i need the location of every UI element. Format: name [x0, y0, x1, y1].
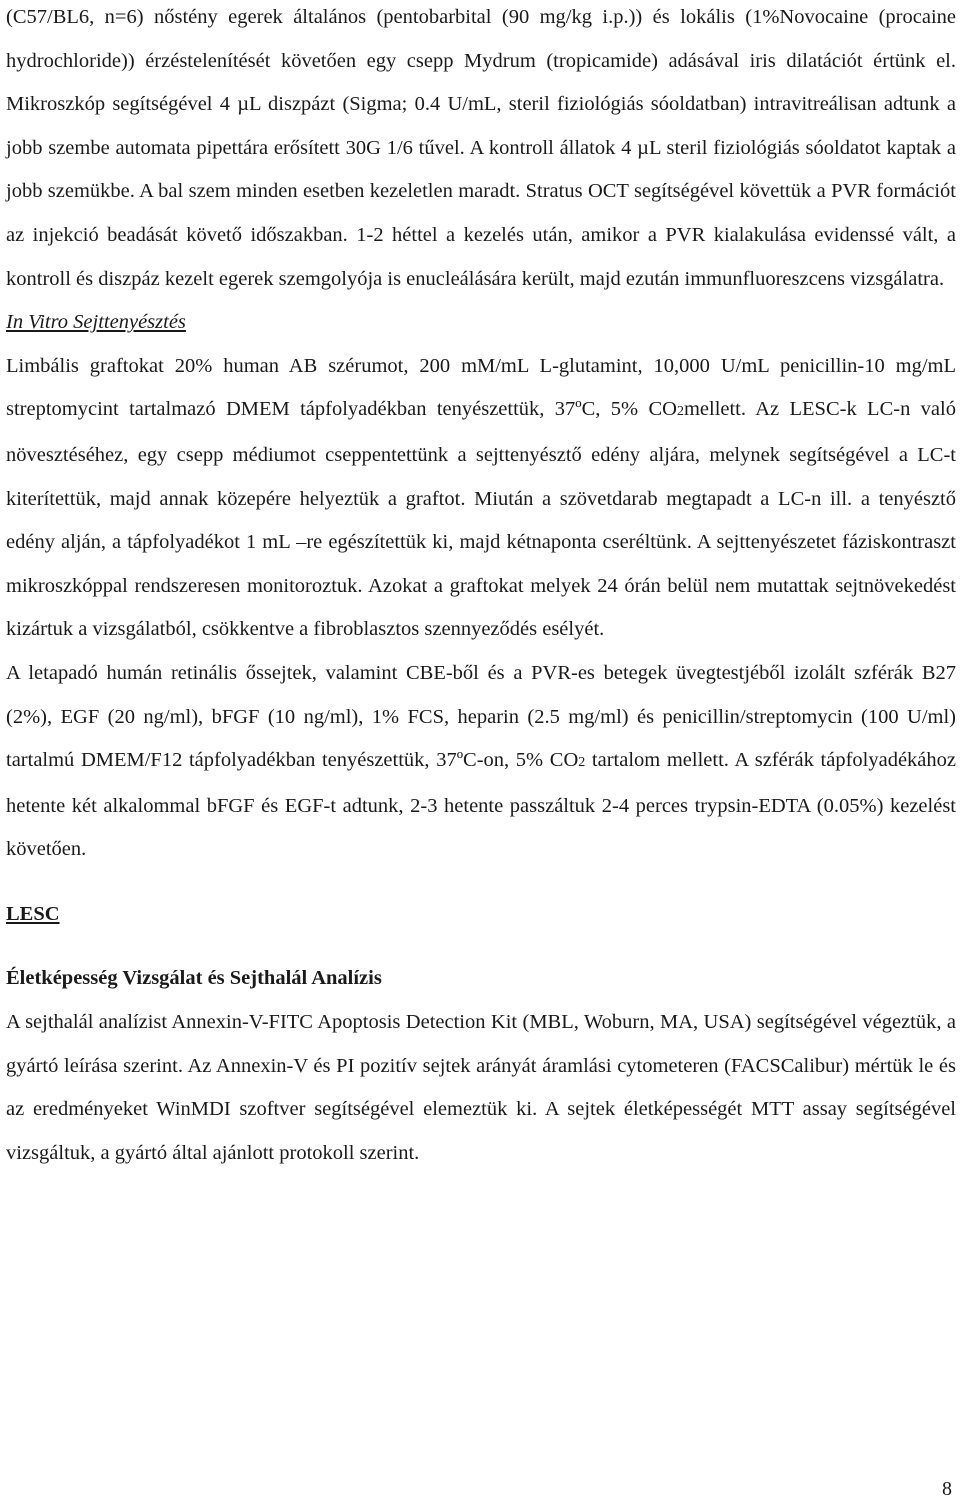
paragraph-retinal-stem-cells-part2: tartalom mellett. A szférák tápfolyadékához hetente két alkalommal bFGF és EGF-t adtunk, 2-3 hetente passzáltuk 2-4 perces trypsin-EDTA (0.05%) kezelést követően.	[6, 749, 957, 861]
co2-subscript: 2	[676, 404, 684, 420]
paragraph-retinal-stem-cells	[6, 652, 956, 872]
paragraph-cell-death-analysis: A sejthalál analízist Annexin-V-FITC Apoptosis Detection Kit (MBL, Woburn, MA, USA) segítségével végeztük, a gyártó leírása szerint. Az Annexin-V és PI pozitív sejtek arányát áramlási cytometeren (FACSCalibur) mértük le és az eredményeket WinMDI szoftver segítségével elemeztük ki. A sejtek életképességét MTT assay segítségével vizsgáltuk, a gyártó által ajánlott protokoll szerint.	[6, 1011, 956, 1164]
paragraph-retinal-stem-cells-part1: A letapadó humán retinális őssejtek, valamint CBE-ből és a PVR-es betegek üvegtestjéből izolált szférák B27 (2%), EGF (20 ng/ml), bFGF (10 ng/ml), 1% FCS, heparin (2.5 mg/ml) és penicillin/streptomycin (100 U/ml) tartalmú DMEM/F12 tápfolyadékban tenyészettük, 37ºC-on, 5% CO	[6, 661, 956, 772]
paragraph-pvr-model: (C57/BL6, n=6) nőstény egerek általános (pentobarbital (90 mg/kg i.p.)) és lokális (1%Novocaine (procaine hydrochloride)) érzéstelenítését követően egy csepp Mydrum (tropicamide) adásával iris dilatációt értünk el. Mikroszkóp segítségével 4 µL diszpázt (Sigma; 0.4 U/mL, steril fiziológiás sóoldatban) intravitreálisan adtunk a jobb szembe automata pipettára erősített 30G 1/6 tűvel. A kontroll állatok 4 µL steril fiziológiás sóoldatot kaptak a jobb szemükbe. A bal szem minden esetben kezeletlen maradt. Stratus OCT segítségével követtük a PVR formációt az injekció beadását követő időszakban. 1-2 héttel a kezelés után, amikor a PVR kialakulása evidenssé vált, a kontroll és diszpáz kezelt egerek szemgolyója is enucleálására került, majd ezután immunfluoreszcens vizsgálatra.	[6, 6, 956, 290]
section-heading-lesc: LESC	[6, 902, 60, 925]
section-heading-viability: Életképesség Vizsgálat és Sejthalál Analízis	[6, 967, 382, 990]
paragraph-limbal-grafts	[6, 345, 956, 652]
co2-subscript: 2	[578, 755, 586, 771]
paragraph-limbal-grafts-part1: Limbális graftokat 20% human AB szérumot, 200 mM/mL L-glutamint, 10,000 U/mL penicillin-10 mg/mL streptomycint tartalmazó DMEM tápfolyadékban tenyészettük, 37ºC, 5% CO	[6, 354, 956, 421]
section-heading-in-vitro: In Vitro Sejttenyésztés	[6, 311, 186, 334]
page-number: 8	[942, 1478, 952, 1500]
document-page	[6, 0, 956, 1175]
paragraph-limbal-grafts-part2: mellett. Az LESC-k LC-n való növesztéséhez, egy csepp médiumot cseppentettünk a sejttenyésztő edény aljára, melynek segítségével a LC-t kiterítettük, majd annak közepére helyeztük a graftot. Miután a szövetdarab megtapadt a LC-n ill. a tenyésztő edény alján, a tápfolyadékot 1 mL –re egészítettük ki, majd kétnaponta cseréltünk. A sejttenyészetet fáziskontraszt mikroszkóppal rendszeresen monitoroztuk. Azokat a graftokat melyek 24 órán belül nem mutattak sejtnövekedést kizártuk a vizsgálatból, csökkentve a fibroblasztos szennyeződés esélyét.	[6, 398, 956, 641]
